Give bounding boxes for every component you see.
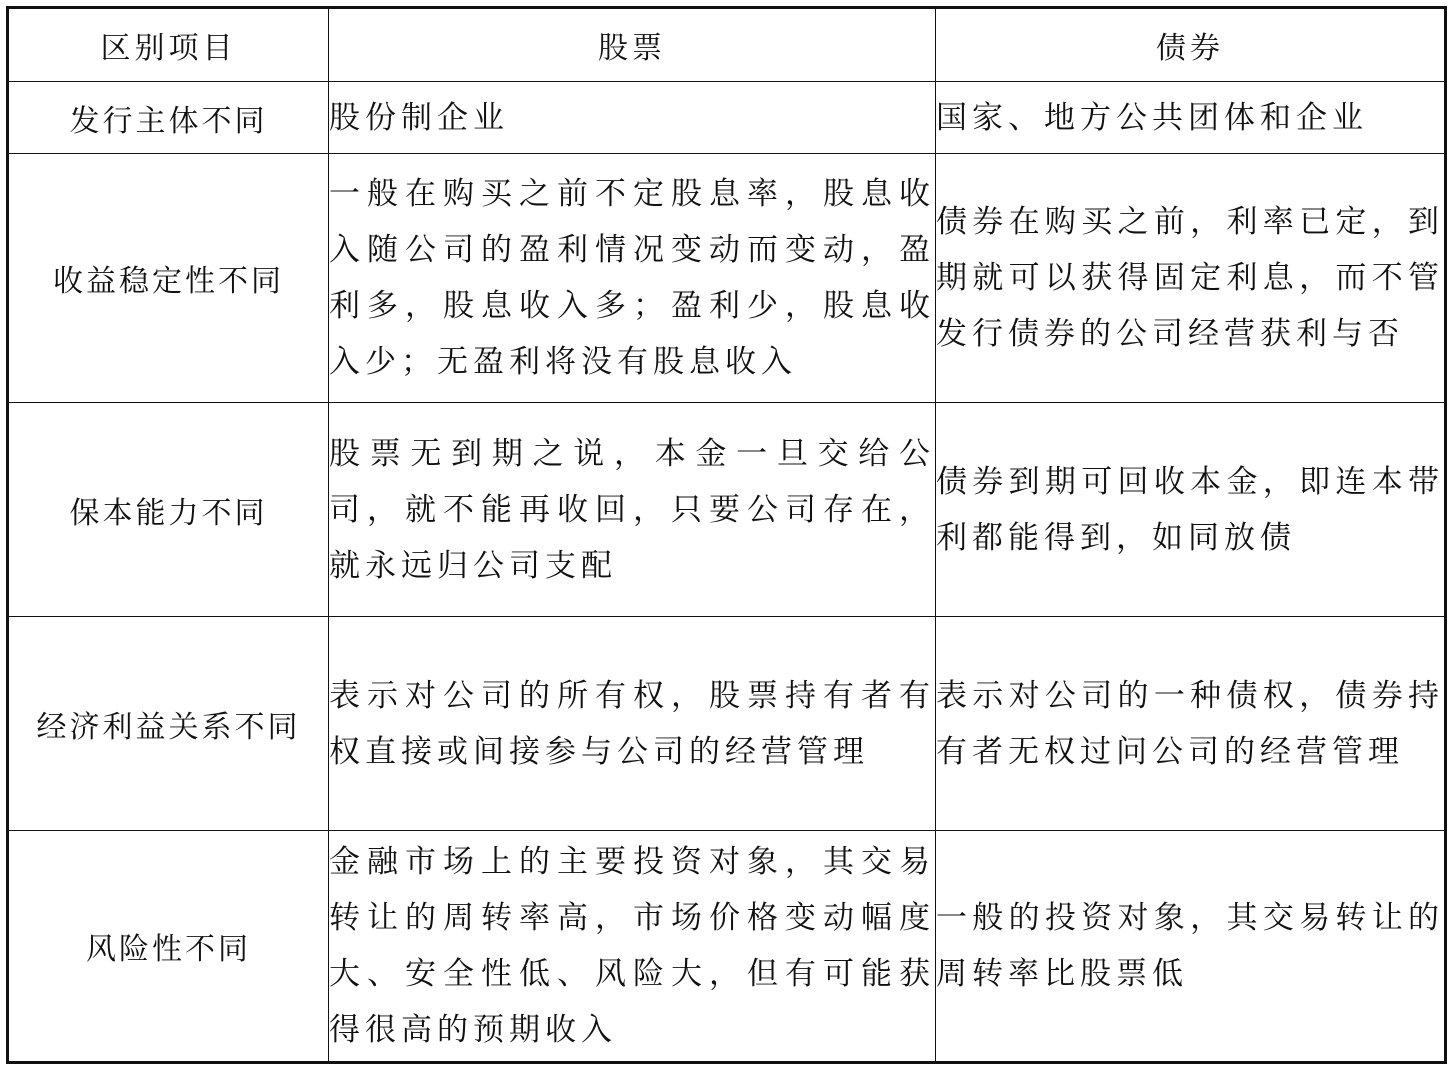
- bond-cell: 债券到期可回收本金，即连本带利都能得到，如同放债: [936, 403, 1446, 617]
- stock-cell: 股份制企业: [329, 82, 936, 154]
- stock-cell: 表示对公司的所有权，股票持有者有权直接或间接参与公司的经营管理: [329, 617, 936, 831]
- table-row: [8, 82, 1446, 154]
- bond-cell: 表示对公司的一种债权，债券持有者无权过问公司的经营管理: [936, 617, 1446, 831]
- stock-cell: 金融市场上的主要投资对象，其交易转让的周转率高，市场价格变动幅度大、安全性低、风险大，但有可能获得很高的预期收入: [329, 831, 936, 1063]
- header-item: 区别项目: [8, 8, 329, 82]
- table-row: [8, 617, 1446, 831]
- header-stock: 股票: [329, 8, 936, 82]
- table-row: [8, 831, 1446, 1063]
- row-label: 保本能力不同: [8, 403, 329, 617]
- stock-cell: 股票无到期之说，本金一旦交给公司，就不能再收回，只要公司存在，就永远归公司支配: [329, 403, 936, 617]
- header-row: [8, 8, 1446, 82]
- row-label: 经济利益关系不同: [8, 617, 329, 831]
- stock-cell: 一般在购买之前不定股息率，股息收入随公司的盈利情况变动而变动，盈利多，股息收入多；盈利少，股息收入少；无盈利将没有股息收入: [329, 154, 936, 403]
- bond-cell: 债券在购买之前，利率已定，到期就可以获得固定利息，而不管发行债券的公司经营获利与否: [936, 154, 1446, 403]
- bond-cell: 一般的投资对象，其交易转让的周转率比股票低: [936, 831, 1446, 1063]
- table-row: [8, 154, 1446, 403]
- row-label: 发行主体不同: [8, 82, 329, 154]
- row-label: 风险性不同: [8, 831, 329, 1063]
- table-row: [8, 403, 1446, 617]
- row-label: 收益稳定性不同: [8, 154, 329, 403]
- header-bond: 债券: [936, 8, 1446, 82]
- bond-cell: 国家、地方公共团体和企业: [936, 82, 1446, 154]
- comparison-table: [6, 6, 1447, 1064]
